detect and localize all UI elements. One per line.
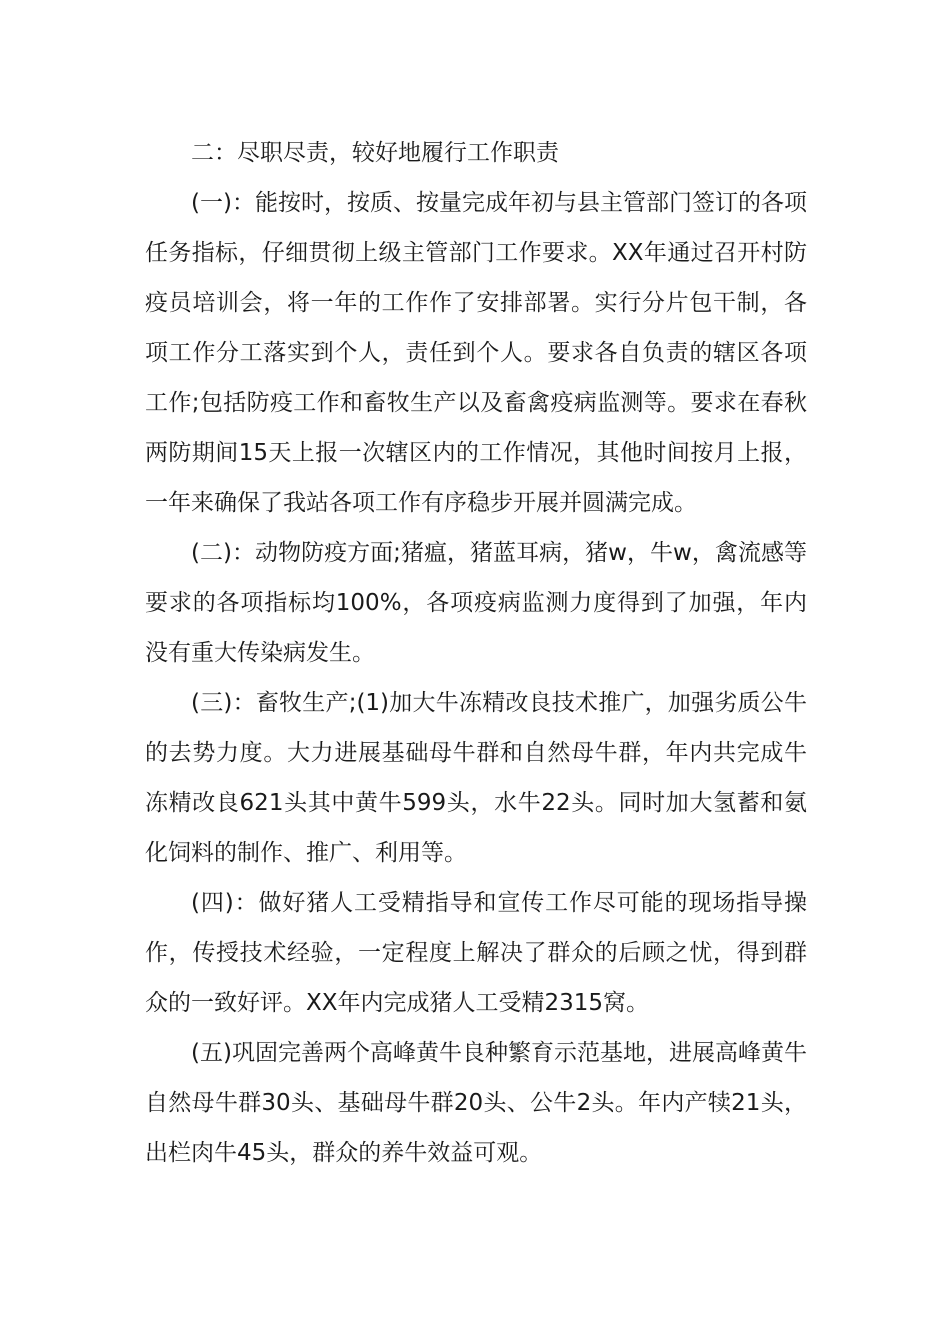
paragraph-2: (二)：动物防疫方面;猪瘟，猪蓝耳病，猪w，牛w，禽流感等要求的各项指标均100%，各项疫病监测力度得到了加强，年内没有重大传染病发生。 [145,540,807,666]
paragraph-4: (四)：做好猪人工受精指导和宣传工作尽可能的现场指导操作，传授技术经验，一定程度上解决了群众的后顾之忧，得到群众的一致好评。XX年内完成猪人工受精2315窝。 [145,890,807,1016]
paragraph-3: (三)：畜牧生产;(1)加大牛冻精改良技术推广，加强劣质公牛的去势力度。大力进展基础母牛群和自然母牛群，年内共完成牛冻精改良621头其中黄牛599头，水牛22头。同时加大氢蓄和氨化饲料的制作、推广、利用等。 [145,690,807,866]
paragraph-1: (一)：能按时，按质、按量完成年初与县主管部门签订的各项任务指标，仔细贯彻上级主管部门工作要求。XX年通过召开村防疫员培训会，将一年的工作作了安排部署。实行分片包干制，各项工作分工落实到个人，责任到个人。要求各自负责的辖区各项工作;包括防疫工作和畜牧生产以及畜禽疫病监测等。要求在春秋两防期间15天上报一次辖区内的工作情况，其他时间按月上报，一年来确保了我站各项工作有序稳步开展并圆满完成。 [145,190,807,516]
document-body [145,128,807,1178]
section-heading: 二：尽职尽责，较好地履行工作职责 [191,140,559,166]
paragraph-5: (五)巩固完善两个高峰黄牛良种繁育示范基地，进展高峰黄牛自然母牛群30头、基础母牛群20头、公牛2头。年内产犊21头，出栏肉牛45头，群众的养牛效益可观。 [145,1040,807,1166]
